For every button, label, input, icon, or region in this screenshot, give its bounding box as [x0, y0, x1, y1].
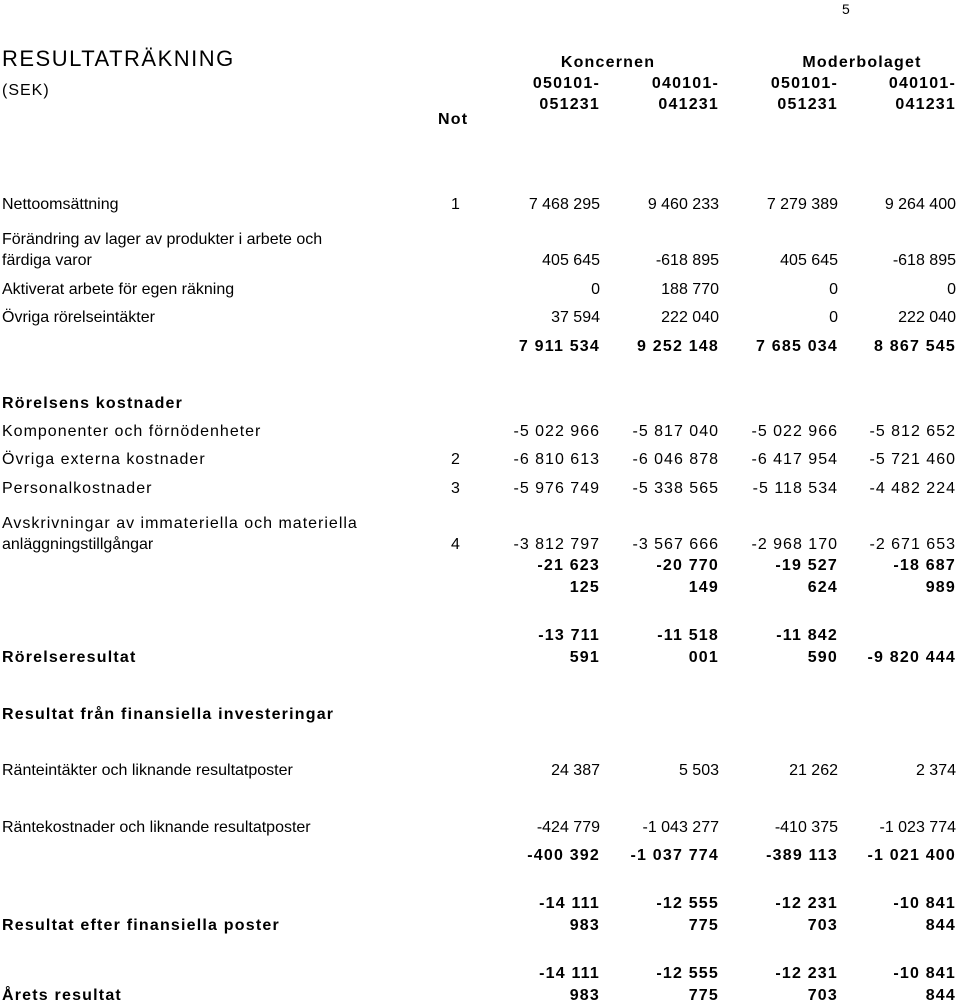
subtotal-cell: 7 685 034	[756, 338, 838, 355]
period-header-1: 050101-	[532, 75, 600, 92]
value-cell: 0	[829, 281, 838, 298]
subtotal-cell: 7 911 534	[518, 338, 600, 355]
subtotal-cell-continued: 149	[688, 579, 719, 596]
page-number: 5	[842, 1, 850, 17]
value-cell: 5 503	[678, 762, 719, 779]
subtotal-cell-continued: 983	[569, 917, 600, 934]
value-cell: -3 812 797	[513, 536, 600, 553]
subtotal-cell-continued: 703	[807, 917, 838, 934]
value-cell: -5 721 460	[869, 451, 956, 468]
value-cell: -5 817 040	[632, 423, 719, 440]
note-ref: 4	[451, 536, 460, 553]
value-cell: 222 040	[661, 309, 719, 326]
subtotal-cell: -12 555	[656, 895, 719, 912]
currency-unit: (SEK)	[2, 82, 50, 99]
note-ref: 3	[451, 480, 460, 497]
row-label: Övriga externa kostnader	[2, 451, 206, 468]
group-header-koncernen: Koncernen	[560, 54, 656, 71]
value-cell: -5 022 966	[751, 423, 838, 440]
subtotal-cell: -20 770	[656, 557, 719, 574]
value-cell: -410 375	[774, 819, 838, 836]
value-cell: -4 482 224	[869, 480, 956, 497]
value-cell: 222 040	[898, 309, 956, 326]
period-header-2: 040101-	[651, 75, 719, 92]
value-cell: -3 567 666	[632, 536, 719, 553]
row-label: Resultat efter finansiella poster	[2, 917, 280, 934]
subtotal-cell-continued: 591	[569, 649, 600, 666]
subtotal-cell-continued: 844	[925, 917, 956, 934]
note-column-header: Not	[438, 111, 469, 128]
value-cell: -618 895	[892, 252, 956, 269]
subtotal-cell: -10 841	[893, 895, 956, 912]
subtotal-cell: 8 867 545	[874, 338, 956, 355]
subtotal-cell: -400 392	[527, 847, 600, 864]
period-header-4-end: 041231	[895, 96, 956, 113]
note-ref: 2	[451, 451, 460, 468]
value-cell: 24 387	[551, 762, 600, 779]
value-cell: 37 594	[551, 309, 600, 326]
value-cell: -424 779	[536, 819, 600, 836]
note-ref: 1	[451, 196, 460, 213]
row-label: Nettoomsättning	[2, 196, 119, 213]
value-cell: 7 468 295	[528, 196, 600, 213]
row-label: Avskrivningar av immateriella och materiella	[2, 515, 358, 532]
section-heading-rorelsens-kostnader: Rörelsens kostnader	[2, 395, 184, 412]
subtotal-cell-continued: 775	[688, 917, 719, 934]
value-cell: -6 810 613	[513, 451, 600, 468]
subtotal-cell: -10 841	[893, 965, 956, 982]
value-cell: 405 645	[542, 252, 600, 269]
period-header-4: 040101-	[888, 75, 956, 92]
value-cell: -5 022 966	[513, 423, 600, 440]
row-label: Rörelseresultat	[2, 649, 137, 666]
value-cell: 9 264 400	[884, 196, 956, 213]
period-header-3: 050101-	[770, 75, 838, 92]
row-label-continued: färdiga varor	[2, 252, 92, 269]
subtotal-cell: -14 111	[539, 965, 600, 982]
value-cell: -5 338 565	[632, 480, 719, 497]
row-label: Räntekostnader och liknande resultatposter	[2, 819, 311, 836]
page-title: RESULTATRÄKNING	[2, 46, 235, 71]
value-cell: 9 460 233	[647, 196, 719, 213]
section-heading-finansiella-investeringar: Resultat från finansiella investeringar	[2, 706, 335, 723]
value-cell: -5 812 652	[869, 423, 956, 440]
row-label: Komponenter och förnödenheter	[2, 423, 262, 440]
row-label: Aktiverat arbete för egen räkning	[2, 281, 235, 298]
subtotal-cell-continued: 775	[688, 987, 719, 1004]
row-label: Ränteintäkter och liknande resultatposter	[2, 762, 293, 779]
subtotal-cell-continued: 624	[807, 579, 838, 596]
value-cell: 0	[591, 281, 600, 298]
subtotal-cell-continued: 989	[925, 579, 956, 596]
subtotal-cell: -18 687	[893, 557, 956, 574]
row-label: Övriga rörelseintäkter	[2, 309, 155, 326]
subtotal-cell: -19 527	[775, 557, 838, 574]
subtotal-cell-continued: 001	[688, 649, 719, 666]
value-cell: -6 417 954	[751, 451, 838, 468]
value-cell: 7 279 389	[766, 196, 838, 213]
value-cell: -5 118 534	[752, 480, 838, 497]
subtotal-cell-continued: 983	[569, 987, 600, 1004]
subtotal-cell: -12 231	[775, 895, 838, 912]
subtotal-cell: -11 842	[776, 627, 838, 644]
group-header-moderbolaget: Moderbolaget	[802, 54, 922, 71]
subtotal-cell-continued: 590	[807, 649, 838, 666]
row-label-continued: anläggningstillgångar	[2, 536, 154, 553]
value-cell: -618 895	[655, 252, 719, 269]
row-label: Förändring av lager av produkter i arbete och	[2, 231, 323, 248]
value-cell: -5 976 749	[513, 480, 600, 497]
value-cell: -2 671 653	[869, 536, 956, 553]
value-cell: 21 262	[789, 762, 838, 779]
subtotal-cell: -1 021 400	[867, 847, 956, 864]
value-cell: 405 645	[780, 252, 838, 269]
value-cell: 188 770	[661, 281, 719, 298]
value-cell: -1 023 774	[879, 819, 956, 836]
subtotal-cell-continued: 844	[925, 987, 956, 1004]
row-label: Personalkostnader	[2, 480, 153, 497]
subtotal-cell-continued: 703	[807, 987, 838, 1004]
value-cell: -1 043 277	[642, 819, 719, 836]
subtotal-cell: -21 623	[537, 557, 600, 574]
period-header-3-end: 051231	[777, 96, 838, 113]
subtotal-cell: -9 820 444	[867, 649, 956, 666]
subtotal-cell: -389 113	[766, 847, 838, 864]
subtotal-cell: 9 252 148	[637, 338, 719, 355]
value-cell: -6 046 878	[632, 451, 719, 468]
subtotal-cell: -12 231	[775, 965, 838, 982]
subtotal-cell: -1 037 774	[630, 847, 719, 864]
row-label: Årets resultat	[2, 987, 122, 1004]
subtotal-cell: -14 111	[539, 895, 600, 912]
period-header-2-end: 041231	[658, 96, 719, 113]
subtotal-cell-continued: 125	[569, 579, 600, 596]
subtotal-cell: -12 555	[656, 965, 719, 982]
value-cell: 0	[947, 281, 956, 298]
subtotal-cell: -11 518	[657, 627, 719, 644]
period-header-1-end: 051231	[539, 96, 600, 113]
value-cell: 0	[829, 309, 838, 326]
value-cell: 2 374	[915, 762, 956, 779]
value-cell: -2 968 170	[751, 536, 838, 553]
subtotal-cell: -13 711	[538, 627, 600, 644]
